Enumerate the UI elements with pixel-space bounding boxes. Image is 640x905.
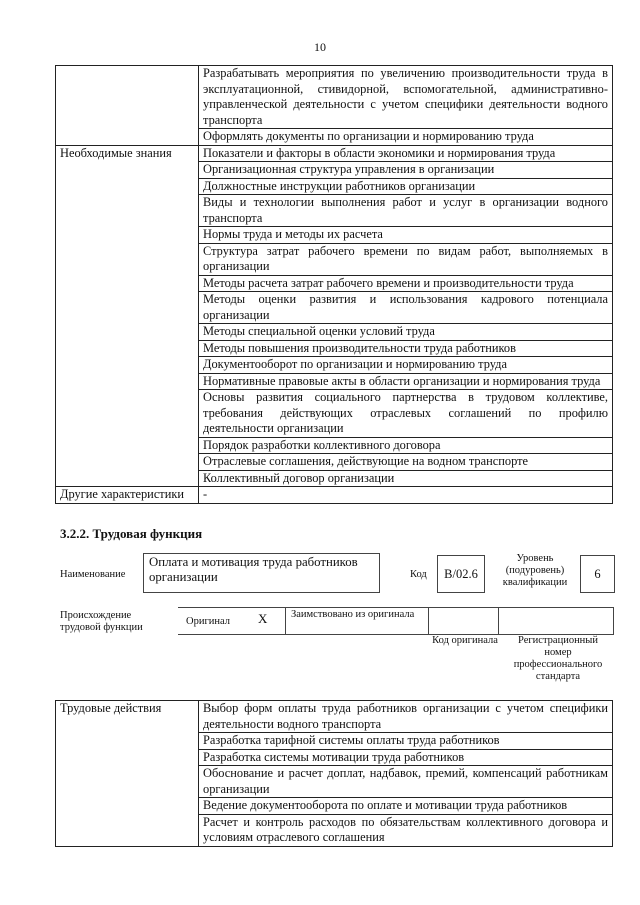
labor-action-item: Ведение документооборота по оплате и мотивации труда работников bbox=[199, 798, 613, 815]
labor-action-item: Разработка системы мотивации труда работников bbox=[199, 749, 613, 766]
knowledge-item: Организационная структура управления в организации bbox=[199, 162, 613, 179]
table-row bbox=[56, 145, 613, 162]
knowledge-item: Структура затрат рабочего времени по видам работ, выполняемых в организации bbox=[199, 243, 613, 275]
table-row bbox=[56, 487, 613, 504]
knowledge-item: Виды и технологии выполнения работ и услуг в организации водного транспорта bbox=[199, 195, 613, 227]
other-label: Другие характеристики bbox=[56, 487, 199, 504]
knowledge-item: Должностные инструкции работников организации bbox=[199, 178, 613, 195]
knowledge-item: Порядок разработки коллективного договора bbox=[199, 437, 613, 454]
knowledge-item: Методы расчета затрат рабочего времени и производительности труда bbox=[199, 275, 613, 292]
knowledge-item: Методы оценки развития и использования кадрового потенциала организации bbox=[199, 292, 613, 324]
labor-action-item: Расчет и контроль расходов по обязательствам коллективного договора и условиям отраслевого соглашения bbox=[199, 814, 613, 846]
origin-label: Происхождение трудовой функции bbox=[60, 610, 143, 633]
level-value: 6 bbox=[580, 555, 615, 593]
original-label: Оригинал bbox=[186, 616, 230, 627]
other-value: - bbox=[199, 487, 613, 504]
table-row bbox=[56, 66, 613, 129]
knowledge-item: Нормы труда и методы их расчета bbox=[199, 227, 613, 244]
knowledge-table bbox=[55, 65, 613, 504]
reg-number-caption: Регистрационный номер профессионального стандарта bbox=[513, 635, 603, 682]
knowledge-item: Отраслевые соглашения, действующие на водном транспорте bbox=[199, 454, 613, 471]
labor-action-item: Разработка тарифной системы оплаты труда работников bbox=[199, 733, 613, 750]
origin-row bbox=[178, 607, 614, 635]
knowledge-item: Методы специальной оценки условий труда bbox=[199, 324, 613, 341]
table-row bbox=[56, 701, 613, 733]
skill-item: Разрабатывать мероприятия по увеличению производительности труда в эксплуатационной, стивидорной, вспомогательной, административно-управленческой деятельности с учетом специфики деятельности водного транспорта bbox=[199, 66, 613, 129]
empty-label-cell bbox=[56, 66, 199, 146]
skill-item: Оформлять документы по организации и нормированию труда bbox=[199, 129, 613, 146]
code-label: Код bbox=[410, 569, 427, 580]
knowledge-item: Документооборот по организации и нормированию труда bbox=[199, 357, 613, 374]
borrowed-label: Заимствовано из оригинала bbox=[291, 609, 415, 620]
section-heading: 3.2.2. Трудовая функция bbox=[60, 526, 203, 541]
knowledge-item: Показатели и факторы в области экономики и нормирования труда bbox=[199, 145, 613, 162]
name-label: Наименование bbox=[60, 569, 126, 580]
page-number: 10 bbox=[314, 40, 326, 54]
knowledge-item: Коллективный договор организации bbox=[199, 470, 613, 487]
labor-action-item: Обоснование и расчет доплат, надбавок, премий, компенсаций работникам организации bbox=[199, 766, 613, 798]
knowledge-label: Необходимые знания bbox=[56, 145, 199, 487]
knowledge-item: Основы развития социального партнерства в трудовом коллективе, требования действующих отраслевых соглашений по профилю деятельности организации bbox=[199, 390, 613, 438]
original-mark: X bbox=[258, 611, 268, 626]
knowledge-item: Нормативные правовые акты в области организации и нормирования труда bbox=[199, 373, 613, 390]
labor-actions-label: Трудовые действия bbox=[56, 701, 199, 847]
orig-code-caption: Код оригинала bbox=[432, 635, 498, 646]
name-value: Оплата и мотивация труда работников организации bbox=[143, 553, 380, 593]
knowledge-item: Методы повышения производительности труда работников bbox=[199, 340, 613, 357]
labor-action-item: Выбор форм оплаты труда работников организации с учетом специфики деятельности водного транспорта bbox=[199, 701, 613, 733]
labor-actions-table bbox=[55, 700, 613, 847]
level-label: Уровень (подуровень) квалификации bbox=[502, 553, 568, 588]
code-value: B/02.6 bbox=[437, 555, 485, 593]
